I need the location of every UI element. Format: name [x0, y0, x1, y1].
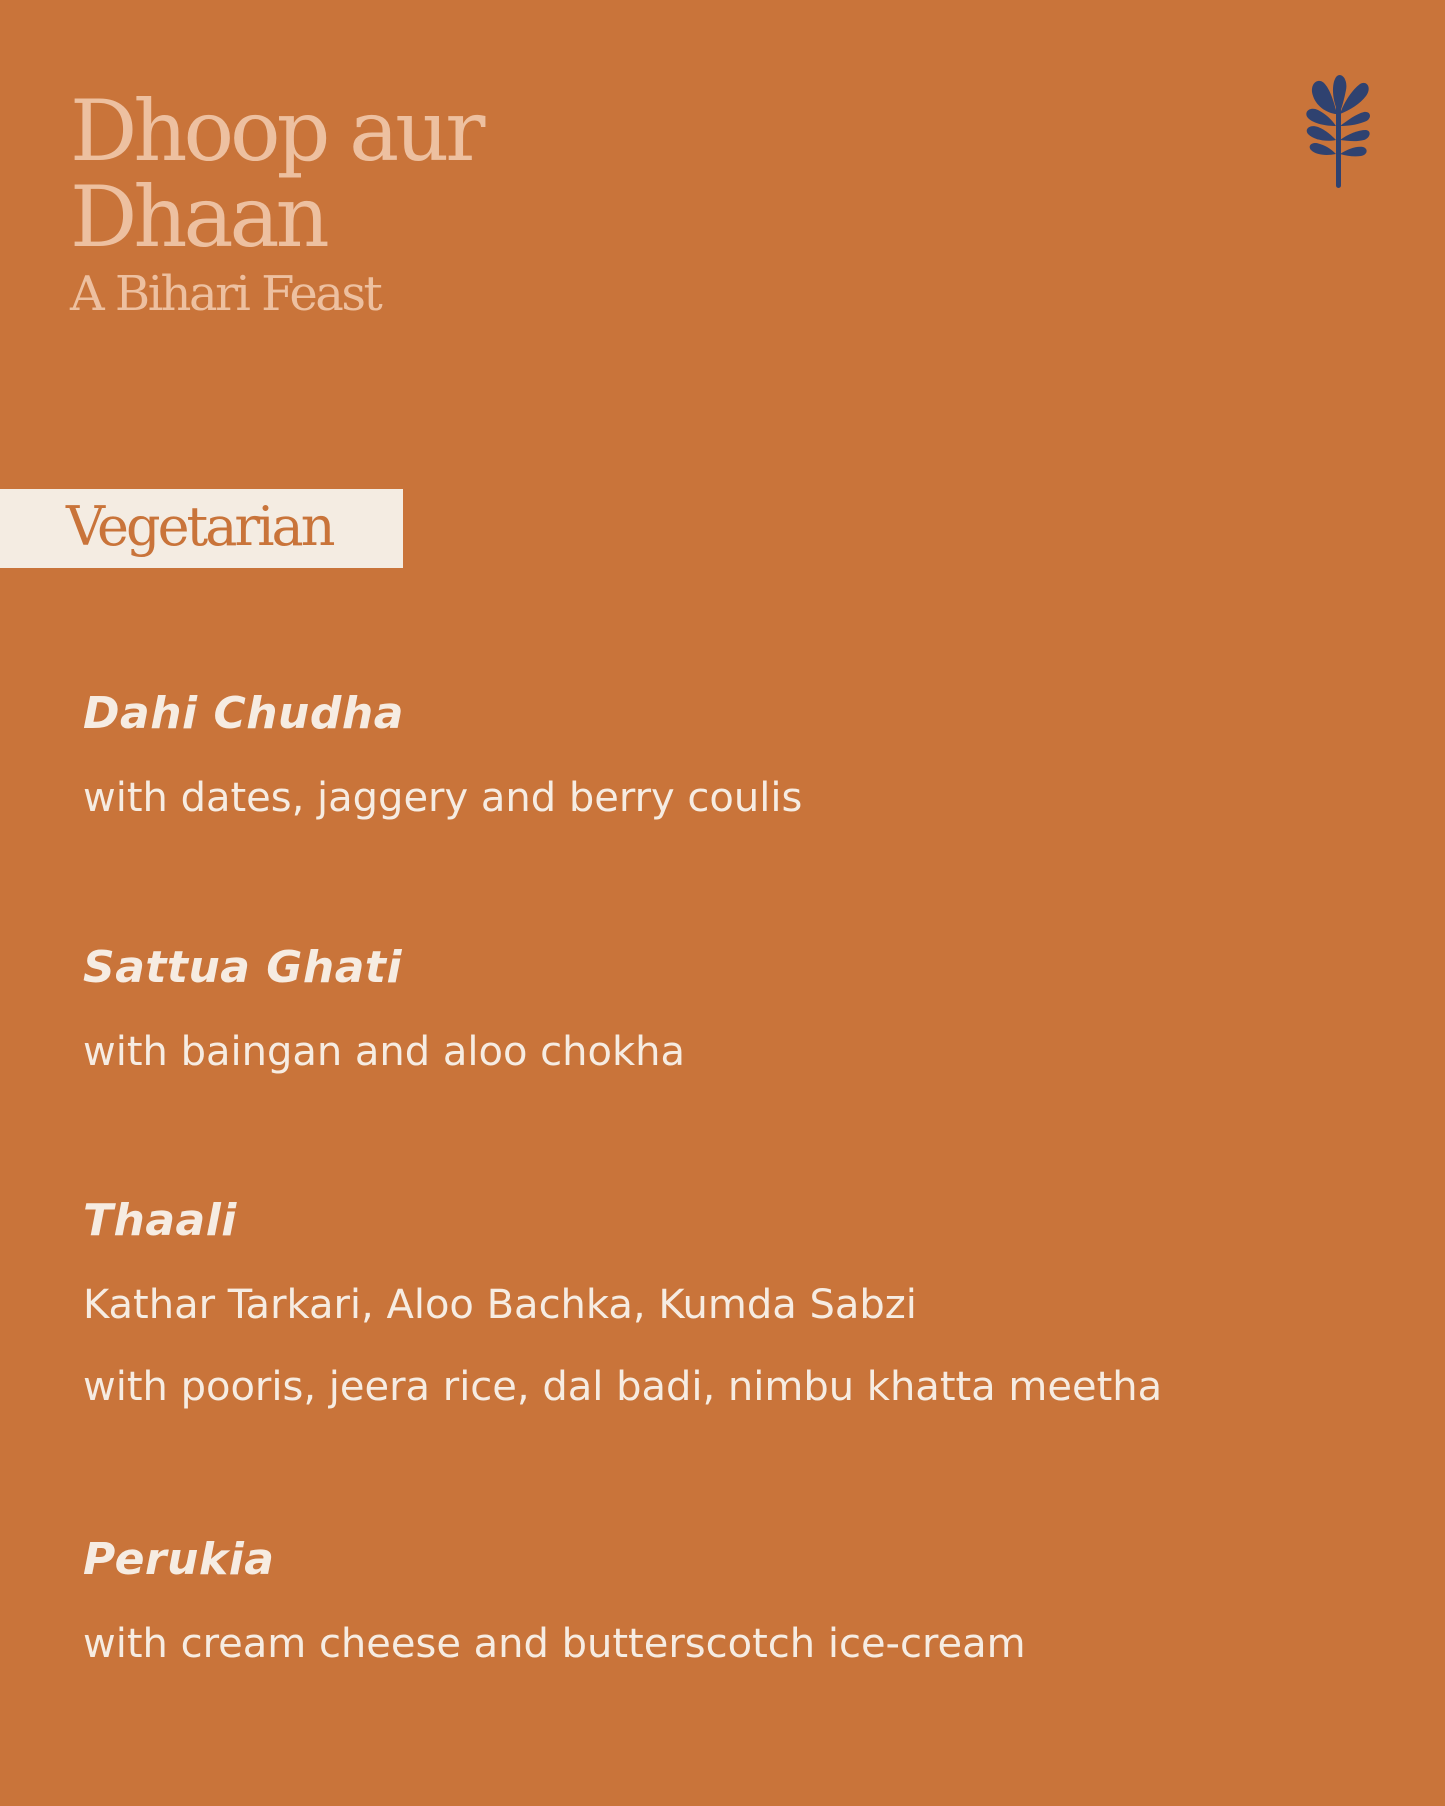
dish-name: Perukia — [83, 1534, 275, 1585]
dish-description: with baingan and aloo chokha — [83, 1029, 686, 1075]
section-label: Vegetarian — [66, 495, 333, 558]
dish-item — [83, 1534, 1026, 1670]
dish-description: with pooris, jeera rice, dal badi, nimbu khatta meetha — [83, 1364, 1163, 1410]
menu-header — [70, 82, 482, 322]
menu-subtitle: A Bihari Feast — [70, 266, 381, 322]
dish-item — [83, 688, 802, 824]
dish-description: with cream cheese and butterscotch ice-cream — [83, 1621, 1026, 1667]
dish-name: Thaali — [83, 1195, 237, 1246]
dish-description: Kathar Tarkari, Aloo Bachka, Kumda Sabzi — [83, 1282, 917, 1328]
menu-title-line-2: Dhaan — [70, 168, 326, 266]
dish-name: Dahi Chudha — [83, 688, 404, 739]
leaf-sprig-icon — [1302, 74, 1374, 188]
dish-description: with dates, jaggery and berry coulis — [83, 775, 803, 821]
dish-item — [83, 942, 685, 1078]
section-tag-vegetarian — [0, 489, 403, 568]
dish-item — [83, 1195, 1162, 1413]
menu-title-line-1: Dhoop aur — [70, 82, 482, 180]
dish-name: Sattua Ghati — [83, 942, 403, 993]
